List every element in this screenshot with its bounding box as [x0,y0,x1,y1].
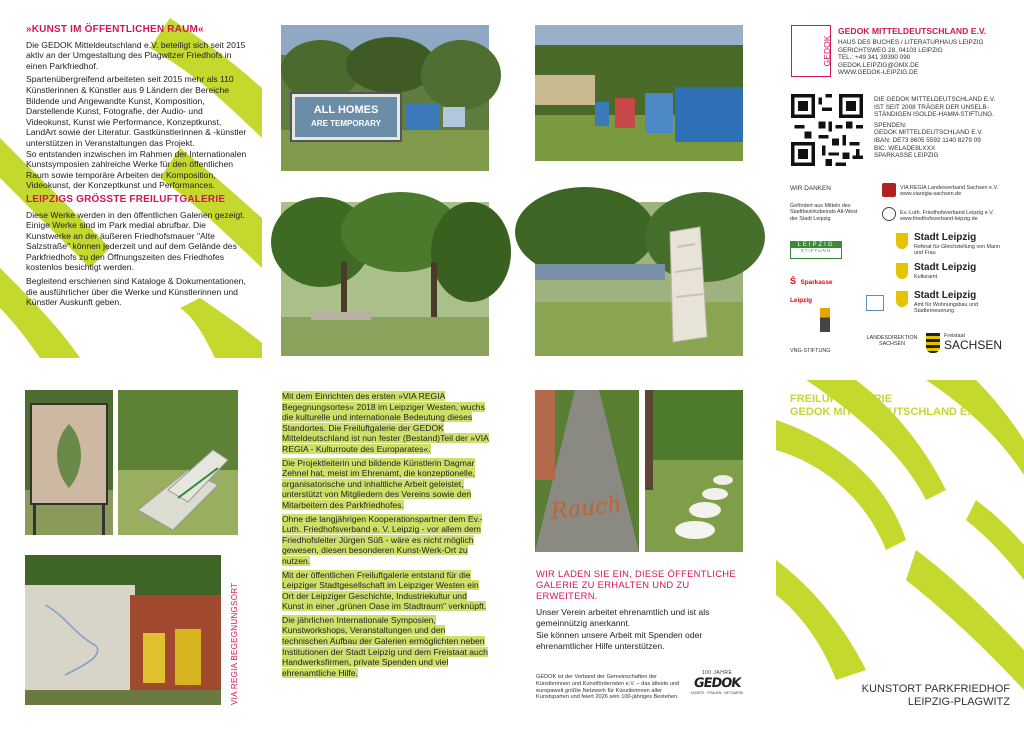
city-paragraph: Mit der öffentlichen Freiluftgalerie entstand für die Leipziger Stadtgesellschaft im Leipziger Westen ein Ort der Leipziger Geschichte, Industriekultur und Kunst in einer „grünen Oase im Stadtraum" verknüpft. [282,569,487,612]
panel-intro [26,25,248,311]
viaregia-icon [882,183,896,197]
cover-subtitle [790,683,1010,709]
cover-title-line-2: GEDOK MITTELDEUTSCHLAND E.V. [790,406,980,418]
photo-stone-sculpture [535,202,743,356]
stadt-leipzig-3: Stadt Leipzig [914,290,977,301]
info-line-1: DIE GEDOK MITTELDEUTSCHLAND E.V. [874,96,996,103]
via-regia-paragraph: Mit dem Einrichten des ersten »VIA REGIA Begegnungsortes« 2018 im Leipziger Westen, wuchs die kulturelle und internationale Bedeutung dieses Standortes. Die Freiluftgalerie der GEDOK Mitteldeutschland ist nun fester (Bestand)Teil der »VIA REGIA - Kulturroute des Europarates«. [282,391,489,454]
photo-stone-blocks [118,390,238,535]
lime-wave-decoration-cover [776,380,1024,720]
photo-white-forms-lawn [645,390,743,552]
symposia-paragraph: So entstanden inzwischen im Rahmen der Internationalen Kunstsymposien zahlreiche Werke für den öffentlichen Raum sowie temporäre Arbeiten der Komposition, Videokunst, der Konzeptkunst und Performances. [26,148,247,191]
invite-paragraph-2: Sie können unsere Arbeit mit Spenden oder ehrenamtlicher Hilfe unterstützen. [536,630,703,651]
gedok-100-jahre-logo: 100 JAHRE GEDOK KÜNSTE · FRAUEN · NETZWERK [690,670,744,695]
info-line-2: IST SEIT 2008 TRÄGER DER UNSELB- [874,103,989,111]
cover-title [790,393,1010,419]
contact-block [838,26,1018,77]
info-line-3: STÄNDIGEN ISOLDE-HAMM-STIFTUNG. [874,111,995,119]
funded-note: Gefördert aus Mitteln des Stadtbezirksbeirats Alt-West der Stadt Leipzig [790,203,858,222]
sparkasse-icon: Ṡ [790,276,797,286]
galleries-paragraph: Diese Werke werden in den öffentlichen Galerien gezeigt. Einige Werke sind im Park medial abrufbar. Die Kunstwerke an der äußeren Friedhofsmauer "Alte Salzstraße" können jederzeit und auf dem Gelände des Parkfriedhofs zu den Öffnungszeiten des Friedhofes kostenlos besichtigt werden. [26,209,245,273]
sparkasse-logo: Ṡ Sparkasse Leipzig [790,276,833,304]
photo-frame-artwork [25,390,113,535]
path-word: Rauch [549,492,623,525]
sachsen-coat-of-arms [926,333,940,353]
sign-line-2: ARE TEMPORARY [311,119,381,128]
project-lead-paragraph: Die Projektleiterin und bildende Künstlerin Dagmar Zehnel hat, meist im Ehrenamt, die konzeptionelle, organisatorische und inhaltliche Arbeit geleistet, unterstützt von Mitgliedern des Vereins sowie den Mitarbeitern des Parkfriedhofes. [282,457,475,510]
leipzig-coat-of-arms-3 [896,291,908,307]
stadt-leipzig-2-dept: Kulturamt [914,274,938,280]
contact-address-1: HAUS DES BUCHES / LITERATURHAUS LEIPZIG [838,39,984,46]
stadt-leipzig-1-dept: Referat für Gleichstellung von Mann und Frau [914,244,1000,257]
leipzig-stiftung-logo: LEIPZIG STIFTUNG [790,241,842,259]
leipzig-coat-of-arms-1 [896,233,908,249]
cover-subtitle-line-2: LEIPZIG-PLAGWITZ [907,696,1010,708]
stadt-leipzig-3-dept: Amt für Wohnungsbau und Stadterneuerung [914,302,979,315]
contact-email[interactable]: GEDOK.LEIPZIG@GMX.DE [838,61,920,69]
friedhof-label: Ev.-Luth. Friedhofsverband Leipzig e.V. www.friedhofsverband-leipzig.de [900,210,994,223]
artists-paragraph: Spartenübergreifend arbeiteten seit 2015 mehr als 110 Künstlerinnen & Künstler aus 9 Ländern der Bereiche Bildende und Angewandte Kunst, Komposition, Darstellende Kunst, Fotografie, der Audio- und Videokunst, Kunst wie Performance, Konzeptkunst, LandArt sowie der Literatur. Gastkünstlerinnen & -künstler unterstützen in Veranstaltungen das Projekt. [26,74,247,148]
heading-kunst-im-raum: »KUNST IM ÖFFENTLICHEN RAUM« [26,24,204,35]
invite-block [536,568,746,651]
photo-gallery-wall [535,25,743,161]
cover-title-line-1: FREILUFTGALERIE [790,393,893,405]
cover-subtitle-line-1: KUNSTORT PARKFRIEDHOF [861,683,1010,695]
panel-via-regia [282,391,490,681]
invite-heading: WIR LADEN SIE EIN, DIESE ÖFFENTLICHE GALERIE ZU ERHALTEN UND ZU ERWEITERN. [536,568,736,601]
gedok-logo [791,25,831,77]
bank-name: SPARKASSE LEIPZIG [874,152,939,160]
partners-paragraph: Ohne die langjährigen Kooperationspartner dem Ev.-Luth. Friedhofsverband e. V. Leipzig - vor allem dem Friedhofsleiter Jürgen Süß - wäre es nicht möglich gewesen, diesen besonderen Kunst-Werk-Ort zu nutzen. [282,513,483,566]
friedhof-seal-icon [882,207,896,221]
photo-park-trees [281,202,489,356]
sign-line-1: ALL HOMES [313,104,379,116]
photo-sign-all-homes [281,25,489,171]
symposia-support-paragraph: Die jährlichen Internationale Symposien, Kunstworkshops, Veranstaltungen und den technischen Aufbau der Galerien ermöglichten neben Institutionen der Stadt Leipzig und dem Freistaat auch Handwerksfirmen, private Spenden und viel ehrenamtliche Hilfe. [282,614,488,678]
vertical-caption: VIA REGIA BEGEGNUNGSORT [230,582,239,705]
stiftung-figure-icon [820,308,830,332]
freistaat-sachsen: Freistaat SACHSEN [944,333,1003,353]
stadt-leipzig-2: Stadt Leipzig [914,262,977,273]
bank-bic: BIC: WELADE8LXXX [874,144,936,152]
vng-stiftung: VNG-STIFTUNG [790,348,831,354]
heading-freiluftgalerie: LEIPZIGS GRÖSSTE FREILUFTGALERIE [26,193,226,205]
catalogs-paragraph: Begleitend erschienen sind Kataloge & Dokumentationen, die ausführlicher über die Werke und Künstlerinnen und Künstler Auskunft geben. [26,276,246,308]
contact-org-name: GEDOK MITTELDEUTSCHLAND E.V. [838,26,987,36]
stadt-leipzig-1: Stadt Leipzig [914,232,977,243]
partner-logo-icon [866,295,884,311]
photo-wall-chairs [25,555,221,705]
qr-code [791,94,863,166]
contact-website[interactable]: WWW.GEDOK-LEIPZIG.DE [838,69,918,77]
bank-account-holder: GEDOK MITTELDEUTSCHLAND E.V. [874,129,983,137]
gedok-note: GEDOK ist der Verband der Gemeinschaften der Künstlerinnen und Kunstfördernden e.V. – das älteste und europaweit größte Netzwerk für Künstlerinnen aller Kunstsparten und feiert 2026 sein 100-jähriges Bestehen. [536,674,680,701]
gedok-logo-text: GEDOK [822,35,832,67]
landesdirektion-sachsen: LANDESDIREKTION SACHSEN [866,335,918,348]
leipzig-coat-of-arms-2 [896,263,908,279]
sponsors-section [790,183,1012,363]
thanks-label: WIR DANKEN [790,185,831,192]
bank-iban: IBAN: DE73 8605 5592 1140 8279 09 [874,136,981,144]
intro-paragraph: Die GEDOK Mitteldeutschland e.V. beteiligt sich seit 2015 aktiv an der Umgestaltung des Plagwitzer Friedhofs in einen Parkfriedhof. [26,39,246,71]
viaregia-label: VIA REGIA Landesverband Sachsen e.V. www.viaregia-sachsen.de [900,185,999,198]
photo-path-rauch [535,390,639,552]
bank-info [874,96,1020,160]
contact-phone: TEL.: +49 341 39390 090 [838,54,911,62]
spenden-label: SPENDEN: [874,121,907,129]
contact-address-2: GERICHTSWEG 28, 04103 LEIPZIG [838,46,943,54]
invite-paragraph-1: Unser Verein arbeitet ehrenamtlich und ist als gemeinnützig anerkannt. [536,607,710,628]
